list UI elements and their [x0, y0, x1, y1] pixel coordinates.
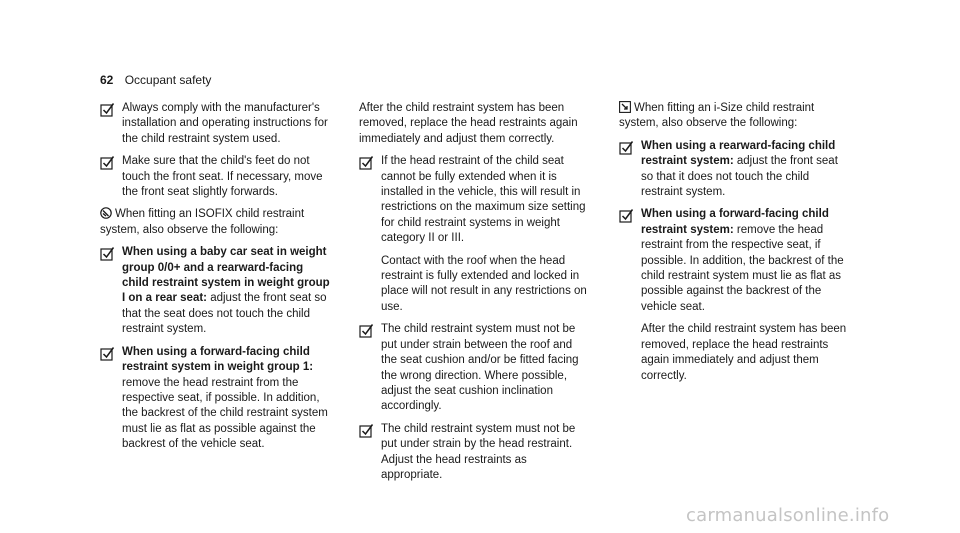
- item-text: Always comply with the manufacturer's installation and operating instructions for the child restraint system used.: [122, 102, 328, 145]
- page-number: 62: [100, 73, 114, 87]
- checkbox-check-icon: [619, 208, 634, 223]
- checkbox-check-icon: [619, 140, 634, 155]
- item-text: When using a forward-facing child restraint system in weight group 1: remove the head restraint from the respective seat, if possible. In addition, the backrest of the child restraint system must lie as flat as possible against the backrest of the vehicle seat.: [122, 345, 328, 451]
- checkbox-check-icon: [359, 423, 374, 438]
- item-text: When using a forward-facing child restraint system: remove the head restraint from the respective seat, if possible. In addition, the backrest of the child restraint system must lie as flat as possible against the backrest of the vehicle seat.: [641, 208, 844, 313]
- item-text: After the child restraint system has been removed, replace the head restraints again immediately and adjust them correctly.: [641, 323, 847, 382]
- checkbox-check-icon: [100, 155, 115, 170]
- checkbox-check-icon: [359, 155, 374, 170]
- isize-note: When fitting an i-Size child restraint system, also observe the following:: [619, 102, 815, 130]
- item-text: Contact with the roof when the head restraint is fully extended and locked in place will not result in any restrictions on use.: [381, 254, 587, 313]
- list-item: [619, 139, 851, 201]
- i-size-symbol-icon: [619, 101, 631, 113]
- column-2: [359, 101, 591, 490]
- list-item: [619, 207, 851, 383]
- isofix-symbol-icon: [100, 207, 112, 219]
- list-item: [100, 345, 332, 453]
- column-3: [619, 101, 851, 391]
- item-text: When using a rearward-facing child restraint system: adjust the front seat so that it does not touch the child restraint system.: [641, 139, 838, 199]
- isofix-note: When fitting an ISOFIX child restraint system, also observe the following:: [100, 208, 305, 236]
- column-1: [100, 101, 332, 460]
- list-item: [100, 154, 332, 200]
- list-item: [100, 101, 332, 147]
- checkbox-check-icon: [100, 346, 115, 361]
- section-title: Occupant safety: [124, 73, 212, 87]
- item-text: When using a baby car seat in weight group 0/0+ and a rearward-facing child restraint system in weight group I on a rear seat: adjust the front seat so that the seat does not touch the child restraint system.: [122, 246, 330, 336]
- page-header: [100, 73, 211, 87]
- item-text: The child restraint system must not be put under strain by the head restraint. Adjust the head restraints as appropriate.: [381, 422, 576, 481]
- checkbox-check-icon: [100, 102, 115, 117]
- checkbox-check-icon: [100, 246, 115, 261]
- list-item: [359, 322, 591, 414]
- item-text: Make sure that the child's feet do not touch the front seat. If necessary, move the front seat slightly forwards.: [122, 155, 323, 199]
- list-item: [359, 422, 591, 484]
- list-item: [359, 154, 591, 315]
- intro-paragraph: After the child restraint system has been removed, replace the head restraints again immediately and adjust them correctly.: [359, 102, 578, 145]
- watermark-text: carmanualsonline.info: [686, 505, 890, 526]
- item-text: The child restraint system must not be put under strain between the roof and the seat cushion and/or be fitted facing the wrong direction. Where possible, adjust the seat cushion inclination accordingly.: [381, 323, 579, 413]
- item-text: If the head restraint of the child seat cannot be fully extended when it is installed in the vehicle, this will result in restrictions on the maximum size setting for child restraint systems in weight category II or III.: [381, 155, 586, 245]
- list-item: [100, 245, 332, 337]
- checkbox-check-icon: [359, 323, 374, 338]
